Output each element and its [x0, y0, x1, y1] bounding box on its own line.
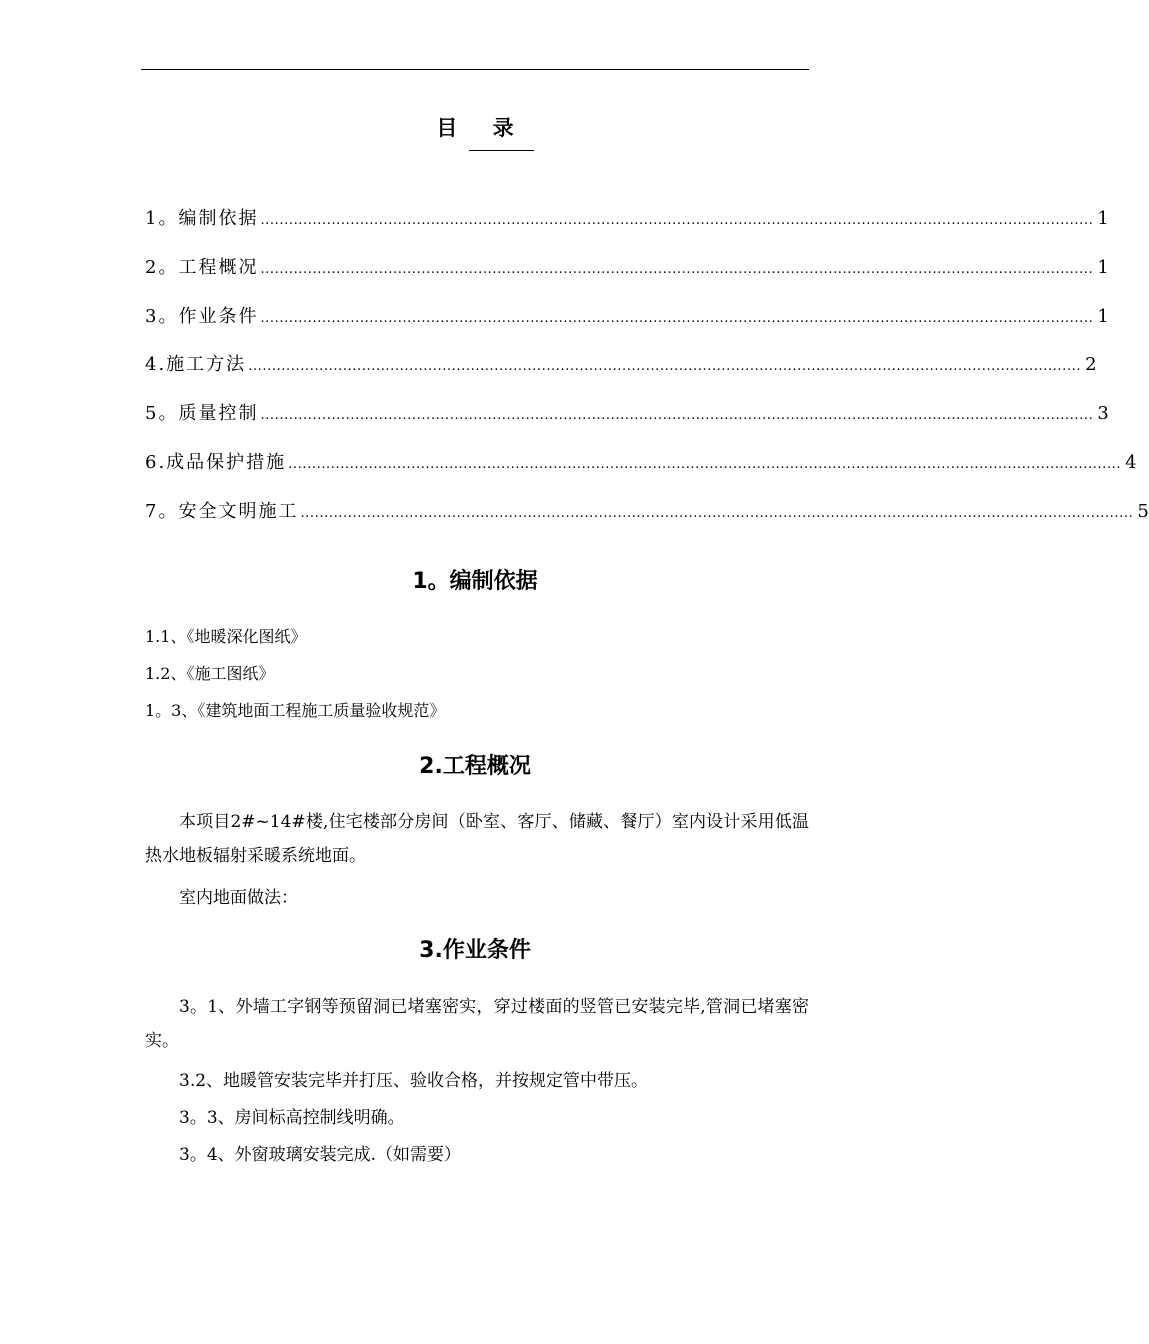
toc-title-underline — [469, 150, 534, 151]
toc-entry-label: 5。质量控制 — [145, 403, 259, 424]
reference-item: 1。3、《建筑地面工程施工质量验收规范》 — [145, 701, 446, 720]
reference-item: 1.1、《地暖深化图纸》 — [145, 627, 307, 646]
toc-leader-dots: ................................................................................................................................................................................ — [248, 359, 1082, 374]
toc-entry-label: 2。工程概况 — [145, 257, 259, 278]
toc-entry-page: 1 — [1097, 208, 1109, 229]
section-heading-1: 1。编制依据 — [412, 569, 538, 594]
condition-item: 3.2、地暖管安装完毕并打压、验收合格，并按规定管中带压。 — [179, 1071, 649, 1091]
floor-method-label: 室内地面做法： — [179, 888, 298, 908]
toc-leader-dots: ................................................................................................................................................................................ — [300, 506, 1134, 521]
condition-item: 3。4、外窗玻璃安装完成.（如需要） — [179, 1145, 462, 1165]
toc-entry[interactable] — [145, 498, 1149, 526]
toc-leader-dots: ................................................................................................................................................................................ — [260, 262, 1094, 277]
toc-entry[interactable] — [145, 400, 1109, 428]
toc-leader-dots: ................................................................................................................................................................................ — [260, 408, 1094, 423]
toc-leader-dots: ................................................................................................................................................................................ — [260, 213, 1094, 228]
section-heading-2: 2.工程概况 — [419, 754, 531, 779]
toc-entry-label: 6.成品保护措施 — [145, 452, 287, 473]
toc-entry-label: 4.施工方法 — [145, 354, 247, 375]
toc-entry-page: 3 — [1097, 403, 1109, 424]
toc-leader-dots: ................................................................................................................................................................................ — [260, 311, 1094, 326]
condition-item: 3。3、房间标高控制线明确。 — [179, 1108, 405, 1128]
reference-item: 1.2、《施工图纸》 — [145, 664, 275, 683]
header-rule — [141, 69, 809, 70]
toc-entry[interactable] — [145, 449, 1137, 477]
toc-entry[interactable] — [145, 351, 1097, 379]
toc-entry[interactable] — [145, 205, 1109, 233]
toc-title: 目 录 — [436, 115, 528, 140]
toc-entry-page: 4 — [1125, 452, 1137, 473]
toc-entry-page: 2 — [1085, 354, 1097, 375]
toc-entry-page: 5 — [1137, 501, 1149, 522]
toc-entry-page: 1 — [1097, 306, 1109, 327]
condition-item: 3。1、外墙工字钢等预留洞已堵塞密实，穿过楼面的竖管已安装完毕,管洞已堵塞密实。 — [145, 997, 809, 1051]
toc-entry-label: 1。编制依据 — [145, 208, 259, 229]
toc-entry-page: 1 — [1097, 257, 1109, 278]
toc-entry-label: 7。安全文明施工 — [145, 501, 299, 522]
toc-leader-dots: ................................................................................................................................................................................ — [288, 457, 1122, 472]
project-overview-paragraph: 本项目2#~14#楼,住宅楼部分房间（卧室、客厅、储藏、餐厅）室内设计采用低温热水地板辐射采暖系统地面。 — [145, 812, 809, 866]
toc-entry[interactable] — [145, 303, 1109, 331]
toc-entry-label: 3。作业条件 — [145, 306, 259, 327]
section-heading-3: 3.作业条件 — [419, 938, 531, 963]
toc-entry[interactable] — [145, 254, 1109, 282]
